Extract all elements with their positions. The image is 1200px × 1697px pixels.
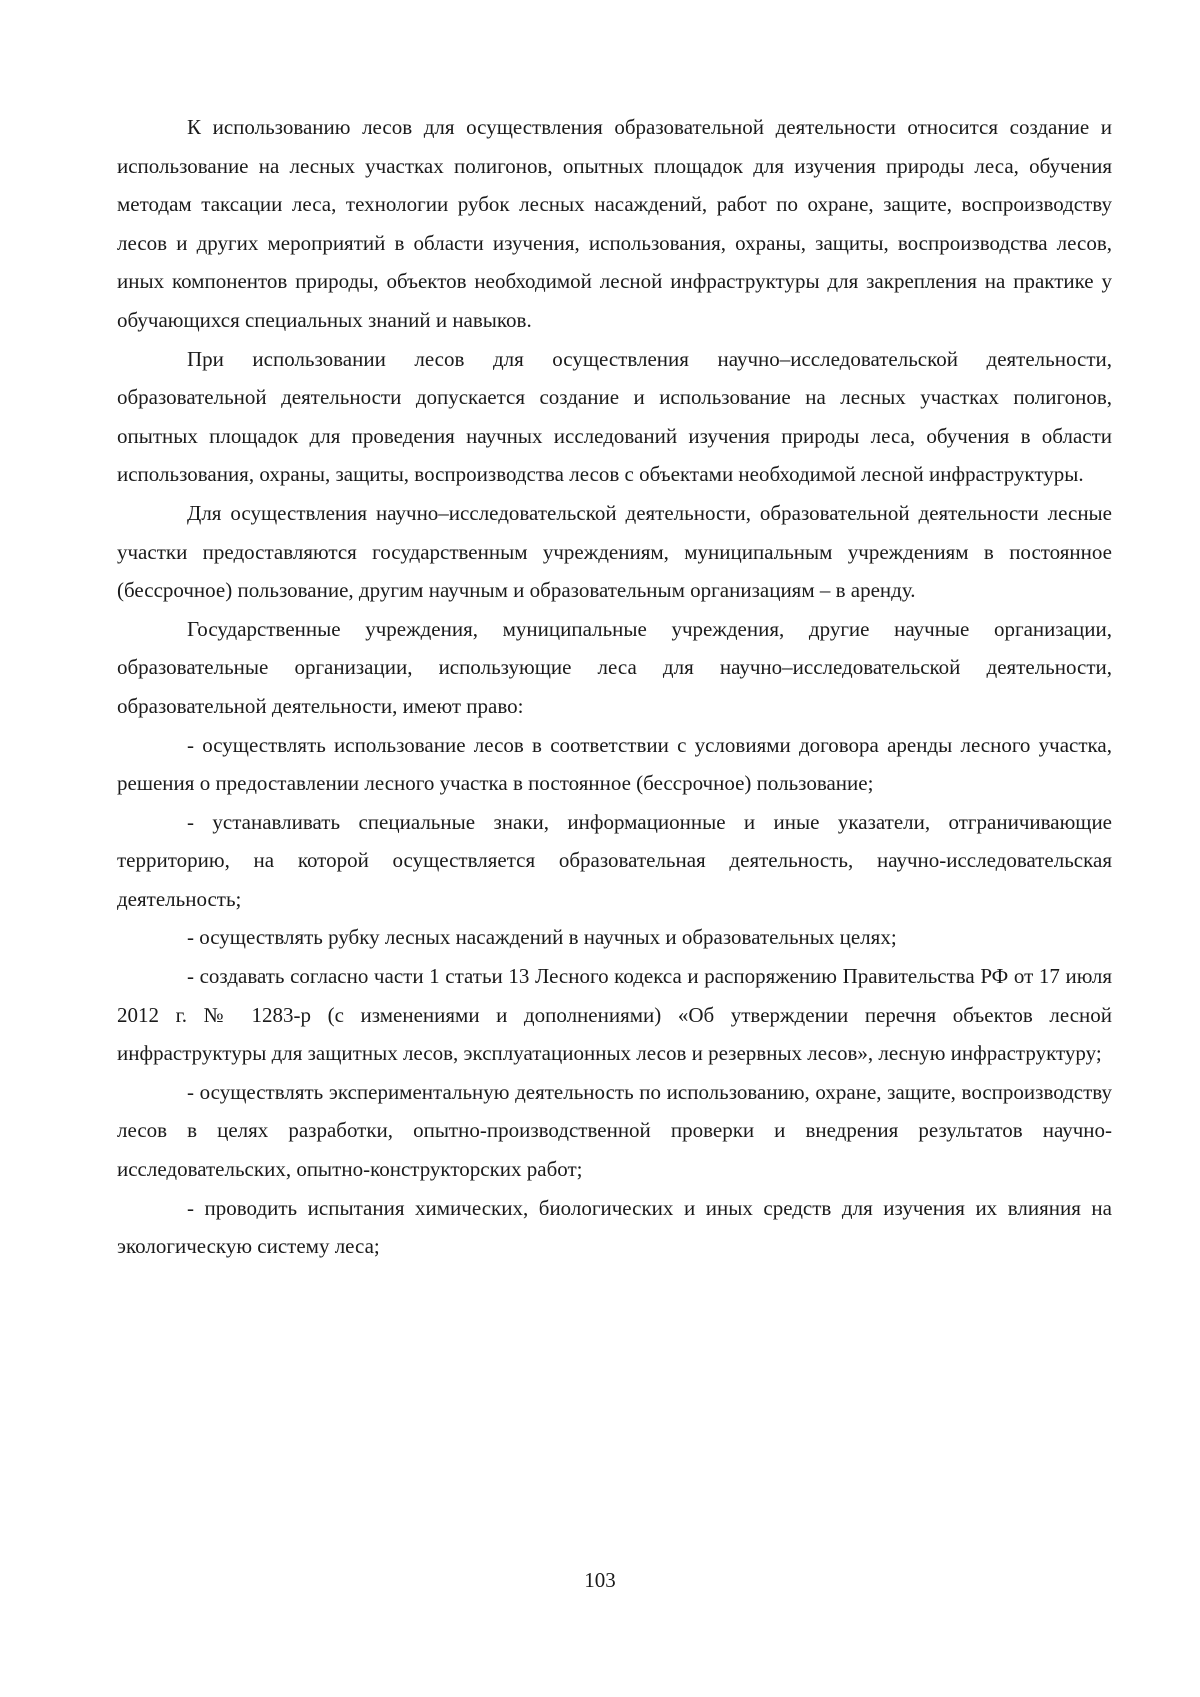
page-number: 103 xyxy=(584,1568,616,1592)
document-body xyxy=(117,108,1112,1266)
list-item-use-forests: - осуществлять использование лесов в соответствии с условиями договора аренды лесного участка, решения о предоставлении лесного участка в постоянное (бессрочное) пользование; xyxy=(117,732,1112,796)
list-item-logging: - осуществлять рубку лесных насаждений в научных и образовательных целях; xyxy=(187,925,897,950)
paragraph-research-use: При использовании лесов для осуществления научно–исследовательской деятельности, образовательной деятельности допускается создание и использование на лесных участках полигонов, опытных площадок для проведения научных исследований изучения природы леса, обучения в области использования, охраны, защиты, воспроизводства лесов с объектами необходимой лесной инфраструктуры. xyxy=(117,346,1112,487)
list-item-testing: - проводить испытания химических, биологических и иных средств для изучения их влияния на экологическую систему леса; xyxy=(117,1195,1112,1259)
paragraph-land-provision: Для осуществления научно–исследовательской деятельности, образовательной деятельности лесные участки предоставляются государственным учреждениям, муниципальным учреждениям в постоянное (бессрочное) пользование, другим научным и образовательным организациям – в аренду. xyxy=(117,500,1112,603)
list-item-install-signs: - устанавливать специальные знаки, информационные и иные указатели, отграничивающие территорию, на которой осуществляется образовательная деятельность, научно-исследовательская деятельность; xyxy=(117,809,1112,911)
list-item-infrastructure: - создавать согласно части 1 статьи 13 Лесного кодекса и распоряжению Правительства РФ от 17 июля 2012 г. № 1283-р (с изменениями и дополнениями) «Об утверждении перечня объектов лесной инфраструктуры для защитных лесов, эксплуатационных лесов и резервных лесов», лесную инфраструктуру; xyxy=(117,964,1112,1066)
list-item-experimental: - осуществлять экспериментальную деятельность по использованию, охране, защите, воспроизводству лесов в целях разработки, опытно-производственной проверки и внедрения результатов научно-исследовательских, опытно-конструкторских работ; xyxy=(117,1079,1112,1182)
paragraph-education-use: К использованию лесов для осуществления образовательной деятельности относится создание и использование на лесных участках полигонов, опытных площадок для изучения природы леса, обучения методам таксации леса, технологии рубок лесных насаждений, работ по охране, защите, воспроизводству лесов и других мероприятий в области изучения, использования, охраны, защиты, воспроизводства лесов, иных компонентов природы, объектов необходимой лесной инфраструктуры для закрепления на практике у обучающихся специальных знаний и навыков. xyxy=(117,115,1112,332)
paragraph-rights-intro: Государственные учреждения, муниципальные учреждения, другие научные организации, образовательные организации, использующие леса для научно–исследовательской деятельности, образовательной деятельности, имеют право: xyxy=(117,616,1112,718)
